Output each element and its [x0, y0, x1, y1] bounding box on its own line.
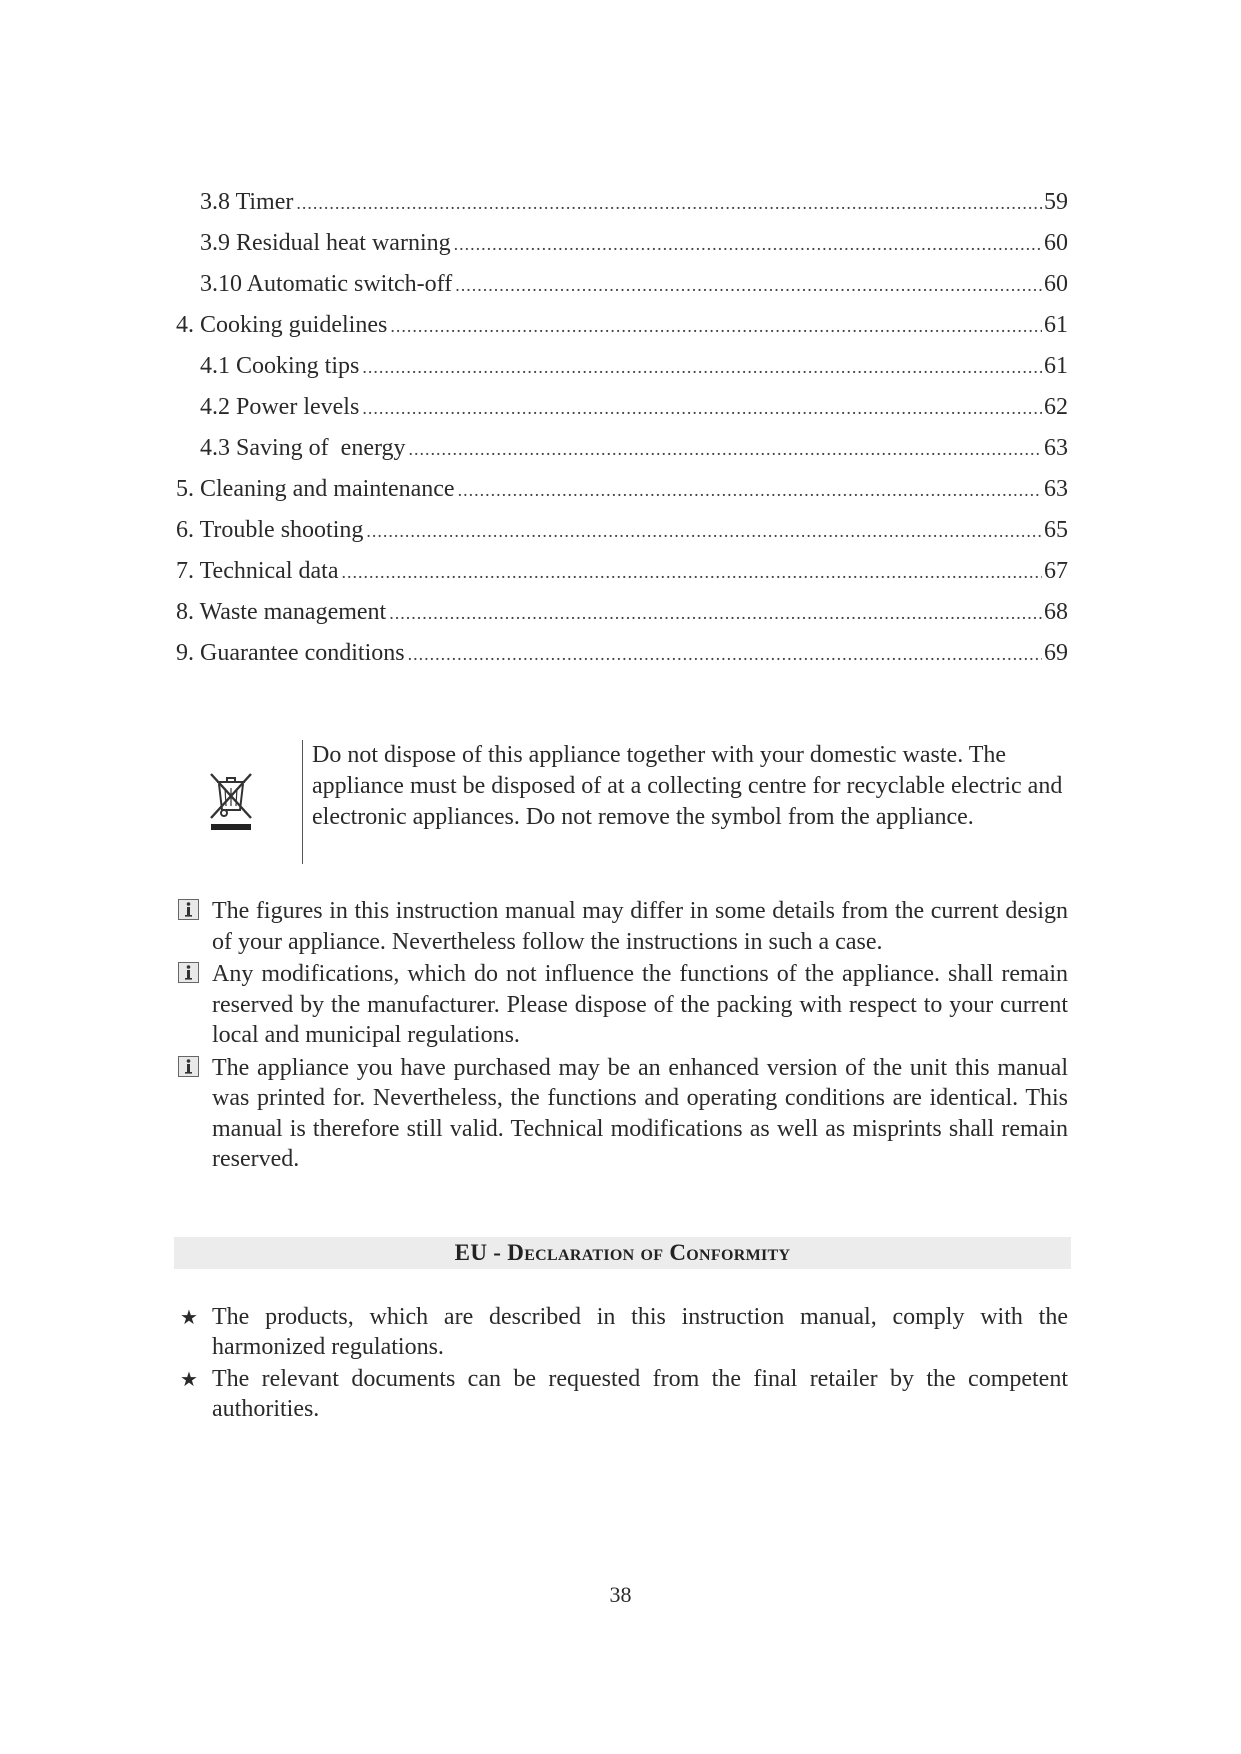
- toc-entry-title: 7. Technical data: [176, 558, 339, 584]
- weee-divider-line: [302, 740, 303, 864]
- info-note: [176, 896, 1068, 957]
- info-icon: [178, 962, 199, 983]
- eu-declaration-item-text: The products, which are described in this instruction manual, comply with the harmonized regulations.: [212, 1304, 1068, 1360]
- eu-declaration-heading-bar: [174, 1237, 1071, 1269]
- eu-declaration-item: [176, 1364, 1068, 1424]
- toc-entry-page: 63: [1044, 476, 1068, 502]
- toc-entry-page: 59: [1044, 189, 1068, 215]
- toc-entry: [176, 516, 1068, 557]
- eu-declaration-item-text: The relevant documents can be requested from the final retailer by the competent authorities.: [212, 1366, 1068, 1422]
- info-notes: [176, 896, 1068, 1177]
- toc-leader-dots: [390, 311, 1042, 340]
- weee-disposal-notice: [205, 740, 1070, 864]
- toc-entry-title: 3.9 Residual heat warning: [200, 230, 451, 256]
- toc-entry: [176, 557, 1068, 598]
- crossed-out-wheelie-bin-icon: [205, 768, 257, 832]
- toc-leader-dots: [455, 270, 1042, 299]
- toc-leader-dots: [454, 229, 1042, 258]
- star-bullet-icon: ★: [180, 1367, 198, 1391]
- eu-declaration-heading: EU - Declaration of Conformity: [454, 1240, 791, 1265]
- toc-entry-page: 62: [1044, 394, 1068, 420]
- toc-entry-page: 67: [1044, 558, 1068, 584]
- page-number: 38: [609, 1582, 632, 1607]
- toc-entry-page: 61: [1044, 353, 1068, 379]
- info-note-text: The appliance you have purchased may be an enhanced version of the unit this manual was printed for. Nevertheless, the functions and operating conditions are identical. This manual is therefore still valid. Technical modifications as well as misprints shall remain reserved.: [212, 1054, 1068, 1172]
- info-note: [176, 1053, 1068, 1175]
- toc-leader-dots: [341, 557, 1042, 586]
- table-of-contents: [176, 188, 1068, 680]
- toc-leader-dots: [409, 434, 1042, 463]
- toc-entry-page: 69: [1044, 640, 1068, 666]
- toc-leader-dots: [458, 475, 1042, 504]
- toc-entry-page: 65: [1044, 517, 1068, 543]
- toc-leader-dots: [366, 516, 1042, 545]
- toc-entry-title: 3.10 Automatic switch-off: [200, 271, 453, 297]
- toc-entry-title: 4.1 Cooking tips: [200, 353, 360, 379]
- toc-leader-dots: [389, 598, 1042, 627]
- toc-entry-title: 4.2 Power levels: [200, 394, 360, 420]
- toc-entry-page: 61: [1044, 312, 1068, 338]
- toc-entry: [176, 188, 1068, 229]
- toc-entry: [176, 270, 1068, 311]
- toc-entry-page: 68: [1044, 599, 1068, 625]
- eu-declaration-list: [176, 1302, 1068, 1426]
- toc-entry: [176, 229, 1068, 270]
- info-icon: [178, 899, 199, 920]
- toc-entry: [176, 311, 1068, 352]
- toc-entry-title: 4.3 Saving of energy: [200, 435, 406, 461]
- toc-entry-title: 8. Waste management: [176, 599, 387, 625]
- info-note-text: Any modifications, which do not influence the functions of the appliance. shall remain reserved by the manufacturer. Please dispose of the packing with respect to your current local and municipal regulations.: [212, 961, 1068, 1048]
- toc-leader-dots: [362, 393, 1042, 422]
- toc-entry-page: 60: [1044, 230, 1068, 256]
- toc-entry-page: 63: [1044, 435, 1068, 461]
- toc-leader-dots: [362, 352, 1042, 381]
- toc-entry: [176, 393, 1068, 434]
- info-icon: [178, 1056, 199, 1077]
- toc-entry-title: 6. Trouble shooting: [176, 517, 364, 543]
- toc-leader-dots: [408, 639, 1042, 668]
- toc-entry-page: 60: [1044, 271, 1068, 297]
- info-note-text: The figures in this instruction manual may differ in some details from the current design of your appliance. Nevertheless follow the instructions in such a case.: [212, 898, 1068, 955]
- toc-entry-title: 3.8 Timer: [200, 189, 294, 215]
- toc-entry-title: 9. Guarantee conditions: [176, 640, 405, 666]
- info-note: [176, 959, 1068, 1051]
- toc-leader-dots: [296, 188, 1042, 217]
- toc-entry: [176, 639, 1068, 680]
- toc-entry-title: 4. Cooking guidelines: [176, 312, 388, 338]
- toc-entry: [176, 352, 1068, 393]
- toc-entry: [176, 475, 1068, 516]
- weee-text: Do not dispose of this appliance together with your domestic waste. The appliance must be disposed of at a collecting centre for recyclable electric and electronic appliances. Do not remove the symbol from the appliance.: [312, 742, 1063, 830]
- toc-entry: [176, 598, 1068, 639]
- star-bullet-icon: ★: [180, 1305, 198, 1329]
- eu-declaration-item: [176, 1302, 1068, 1362]
- toc-entry-title: 5. Cleaning and maintenance: [176, 476, 455, 502]
- toc-entry: [176, 434, 1068, 475]
